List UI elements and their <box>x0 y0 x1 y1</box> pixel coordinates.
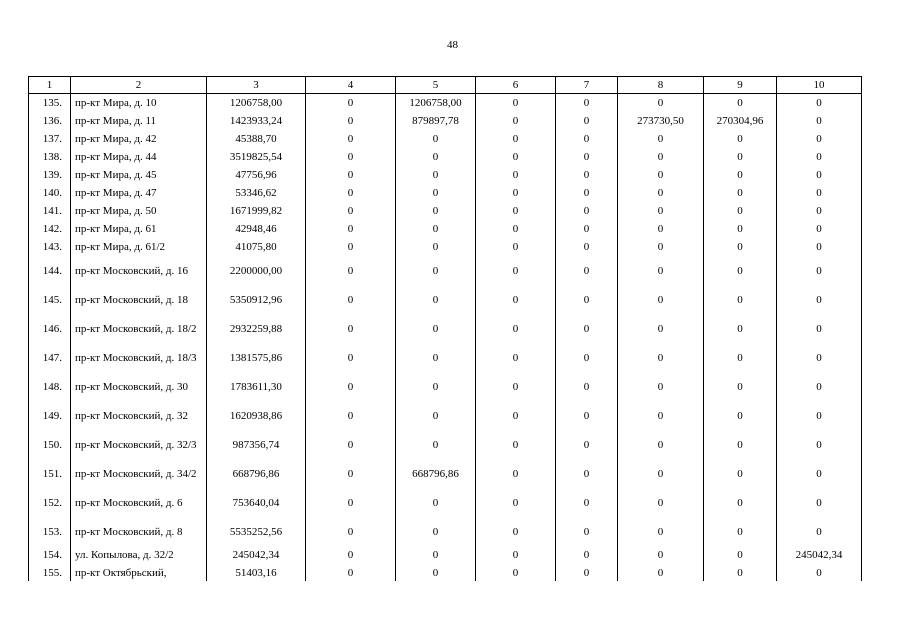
value-cell-col-6: 0 <box>476 517 556 546</box>
value-cell-col-7: 0 <box>556 401 618 430</box>
value-cell-col-4: 0 <box>306 546 396 564</box>
value-cell-col-7: 0 <box>556 256 618 285</box>
column-header-8: 8 <box>618 77 704 94</box>
value-cell-col-5: 0 <box>396 130 476 148</box>
column-header-2: 2 <box>71 77 207 94</box>
value-cell-col-7: 0 <box>556 546 618 564</box>
column-header-7: 7 <box>556 77 618 94</box>
value-cell-col-8: 0 <box>618 256 704 285</box>
value-cell-col-3: 245042,34 <box>207 546 306 564</box>
value-cell-col-9: 0 <box>704 343 777 372</box>
value-cell-col-3: 1620938,86 <box>207 401 306 430</box>
address-cell: пр-кт Мира, д. 11 <box>71 112 207 130</box>
row-number: 148. <box>29 372 71 401</box>
value-cell-col-10: 0 <box>777 401 862 430</box>
address-cell: пр-кт Московский, д. 34/2 <box>71 459 207 488</box>
table-row <box>29 564 862 581</box>
table-row <box>29 488 862 517</box>
value-cell-col-10: 0 <box>777 184 862 202</box>
value-cell-col-5: 0 <box>396 430 476 459</box>
table-row <box>29 202 862 220</box>
value-cell-col-6: 0 <box>476 238 556 256</box>
value-cell-col-5: 0 <box>396 564 476 581</box>
address-cell: пр-кт Московский, д. 32 <box>71 401 207 430</box>
value-cell-col-6: 0 <box>476 430 556 459</box>
value-cell-col-10: 0 <box>777 256 862 285</box>
value-cell-col-9: 0 <box>704 517 777 546</box>
value-cell-col-7: 0 <box>556 488 618 517</box>
value-cell-col-4: 0 <box>306 238 396 256</box>
value-cell-col-10: 0 <box>777 372 862 401</box>
value-cell-col-8: 0 <box>618 285 704 314</box>
value-cell-col-8: 0 <box>618 343 704 372</box>
row-number: 144. <box>29 256 71 285</box>
value-cell-col-3: 3519825,54 <box>207 148 306 166</box>
value-cell-col-5: 0 <box>396 314 476 343</box>
address-cell: пр-кт Мира, д. 47 <box>71 184 207 202</box>
value-cell-col-3: 5350912,96 <box>207 285 306 314</box>
row-number: 153. <box>29 517 71 546</box>
table-row <box>29 220 862 238</box>
row-number: 138. <box>29 148 71 166</box>
value-cell-col-5: 0 <box>396 488 476 517</box>
value-cell-col-8: 0 <box>618 459 704 488</box>
value-cell-col-10: 0 <box>777 488 862 517</box>
value-cell-col-7: 0 <box>556 184 618 202</box>
value-cell-col-7: 0 <box>556 148 618 166</box>
value-cell-col-8: 0 <box>618 517 704 546</box>
value-cell-col-9: 0 <box>704 459 777 488</box>
value-cell-col-10: 0 <box>777 314 862 343</box>
value-cell-col-7: 0 <box>556 130 618 148</box>
row-number: 151. <box>29 459 71 488</box>
column-header-10: 10 <box>777 77 862 94</box>
address-cell: пр-кт Мира, д. 10 <box>71 94 207 113</box>
address-cell: пр-кт Мира, д. 42 <box>71 130 207 148</box>
value-cell-col-9: 0 <box>704 488 777 517</box>
value-cell-col-7: 0 <box>556 285 618 314</box>
value-cell-col-3: 1381575,86 <box>207 343 306 372</box>
page-number: 48 <box>447 39 458 51</box>
address-cell: пр-кт Московский, д. 18/3 <box>71 343 207 372</box>
value-cell-col-5: 0 <box>396 202 476 220</box>
value-cell-col-8: 0 <box>618 148 704 166</box>
value-cell-col-10: 0 <box>777 459 862 488</box>
table-row <box>29 130 862 148</box>
value-cell-col-10: 245042,34 <box>777 546 862 564</box>
table-row <box>29 372 862 401</box>
value-cell-col-3: 987356,74 <box>207 430 306 459</box>
value-cell-col-6: 0 <box>476 546 556 564</box>
value-cell-col-5: 0 <box>396 343 476 372</box>
value-cell-col-7: 0 <box>556 343 618 372</box>
value-cell-col-10: 0 <box>777 285 862 314</box>
value-cell-col-8: 0 <box>618 314 704 343</box>
value-cell-col-10: 0 <box>777 430 862 459</box>
value-cell-col-4: 0 <box>306 488 396 517</box>
header-row <box>29 77 862 94</box>
value-cell-col-4: 0 <box>306 314 396 343</box>
value-cell-col-6: 0 <box>476 459 556 488</box>
column-header-3: 3 <box>207 77 306 94</box>
value-cell-col-4: 0 <box>306 459 396 488</box>
address-cell: пр-кт Московский, д. 32/3 <box>71 430 207 459</box>
value-cell-col-3: 1671999,82 <box>207 202 306 220</box>
value-cell-col-4: 0 <box>306 401 396 430</box>
value-cell-col-10: 0 <box>777 148 862 166</box>
value-cell-col-4: 0 <box>306 148 396 166</box>
address-cell: пр-кт Мира, д. 45 <box>71 166 207 184</box>
table-row <box>29 314 862 343</box>
address-cell: пр-кт Московский, д. 30 <box>71 372 207 401</box>
value-cell-col-5: 668796,86 <box>396 459 476 488</box>
value-cell-col-4: 0 <box>306 372 396 401</box>
value-cell-col-4: 0 <box>306 564 396 581</box>
value-cell-col-6: 0 <box>476 148 556 166</box>
value-cell-col-6: 0 <box>476 256 556 285</box>
table-row <box>29 285 862 314</box>
value-cell-col-8: 0 <box>618 488 704 517</box>
value-cell-col-9: 0 <box>704 546 777 564</box>
value-cell-col-8: 0 <box>618 564 704 581</box>
value-cell-col-4: 0 <box>306 285 396 314</box>
value-cell-col-9: 0 <box>704 430 777 459</box>
value-cell-col-6: 0 <box>476 112 556 130</box>
column-header-6: 6 <box>476 77 556 94</box>
table-row <box>29 94 862 113</box>
value-cell-col-9: 0 <box>704 166 777 184</box>
row-number: 140. <box>29 184 71 202</box>
table-row <box>29 343 862 372</box>
column-header-5: 5 <box>396 77 476 94</box>
value-cell-col-4: 0 <box>306 166 396 184</box>
row-number: 142. <box>29 220 71 238</box>
value-cell-col-6: 0 <box>476 94 556 113</box>
value-cell-col-9: 0 <box>704 372 777 401</box>
value-cell-col-8: 0 <box>618 202 704 220</box>
value-cell-col-8: 0 <box>618 184 704 202</box>
value-cell-col-8: 0 <box>618 94 704 113</box>
value-cell-col-4: 0 <box>306 256 396 285</box>
value-cell-col-3: 2932259,88 <box>207 314 306 343</box>
address-cell: пр-кт Московский, д. 18 <box>71 285 207 314</box>
value-cell-col-8: 0 <box>618 401 704 430</box>
table-row <box>29 459 862 488</box>
value-cell-col-4: 0 <box>306 220 396 238</box>
value-cell-col-10: 0 <box>777 220 862 238</box>
value-cell-col-7: 0 <box>556 314 618 343</box>
value-cell-col-7: 0 <box>556 372 618 401</box>
value-cell-col-8: 0 <box>618 430 704 459</box>
row-number: 139. <box>29 166 71 184</box>
value-cell-col-8: 0 <box>618 130 704 148</box>
value-cell-col-8: 0 <box>618 220 704 238</box>
row-number: 145. <box>29 285 71 314</box>
value-cell-col-10: 0 <box>777 130 862 148</box>
value-cell-col-4: 0 <box>306 112 396 130</box>
value-cell-col-6: 0 <box>476 401 556 430</box>
address-cell: пр-кт Мира, д. 61/2 <box>71 238 207 256</box>
table-row <box>29 430 862 459</box>
value-cell-col-10: 0 <box>777 166 862 184</box>
value-cell-col-3: 753640,04 <box>207 488 306 517</box>
value-cell-col-10: 0 <box>777 112 862 130</box>
value-cell-col-3: 47756,96 <box>207 166 306 184</box>
value-cell-col-7: 0 <box>556 459 618 488</box>
address-cell: ул. Копылова, д. 32/2 <box>71 546 207 564</box>
address-cell: пр-кт Московский, д. 8 <box>71 517 207 546</box>
value-cell-col-10: 0 <box>777 564 862 581</box>
value-cell-col-10: 0 <box>777 202 862 220</box>
value-cell-col-4: 0 <box>306 343 396 372</box>
value-cell-col-10: 0 <box>777 517 862 546</box>
value-cell-col-9: 0 <box>704 285 777 314</box>
value-cell-col-6: 0 <box>476 184 556 202</box>
value-cell-col-4: 0 <box>306 202 396 220</box>
value-cell-col-10: 0 <box>777 343 862 372</box>
value-cell-col-3: 668796,86 <box>207 459 306 488</box>
value-cell-col-6: 0 <box>476 564 556 581</box>
value-cell-col-9: 0 <box>704 130 777 148</box>
value-cell-col-3: 45388,70 <box>207 130 306 148</box>
value-cell-col-7: 0 <box>556 238 618 256</box>
table-row <box>29 546 862 564</box>
value-cell-col-3: 1206758,00 <box>207 94 306 113</box>
value-cell-col-5: 0 <box>396 401 476 430</box>
value-cell-col-9: 0 <box>704 401 777 430</box>
value-cell-col-7: 0 <box>556 166 618 184</box>
value-cell-col-6: 0 <box>476 372 556 401</box>
address-cell: пр-кт Московский, д. 16 <box>71 256 207 285</box>
value-cell-col-3: 1423933,24 <box>207 112 306 130</box>
address-cell: пр-кт Московский, д. 6 <box>71 488 207 517</box>
row-number: 141. <box>29 202 71 220</box>
value-cell-col-8: 0 <box>618 238 704 256</box>
table-row <box>29 256 862 285</box>
address-cell: пр-кт Октябрьский, <box>71 564 207 581</box>
value-cell-col-7: 0 <box>556 202 618 220</box>
table-row <box>29 517 862 546</box>
row-number: 149. <box>29 401 71 430</box>
value-cell-col-3: 51403,16 <box>207 564 306 581</box>
row-number: 146. <box>29 314 71 343</box>
row-number: 135. <box>29 94 71 113</box>
value-cell-col-9: 270304,96 <box>704 112 777 130</box>
value-cell-col-6: 0 <box>476 220 556 238</box>
row-number: 155. <box>29 564 71 581</box>
table-row <box>29 166 862 184</box>
row-number: 147. <box>29 343 71 372</box>
value-cell-col-6: 0 <box>476 202 556 220</box>
value-cell-col-4: 0 <box>306 130 396 148</box>
value-cell-col-5: 0 <box>396 238 476 256</box>
value-cell-col-3: 1783611,30 <box>207 372 306 401</box>
value-cell-col-6: 0 <box>476 488 556 517</box>
value-cell-col-5: 0 <box>396 285 476 314</box>
address-cell: пр-кт Мира, д. 61 <box>71 220 207 238</box>
value-cell-col-5: 0 <box>396 148 476 166</box>
table-body <box>29 94 862 582</box>
value-cell-col-4: 0 <box>306 94 396 113</box>
column-header-4: 4 <box>306 77 396 94</box>
row-number: 136. <box>29 112 71 130</box>
value-cell-col-5: 0 <box>396 517 476 546</box>
value-cell-col-9: 0 <box>704 148 777 166</box>
value-cell-col-7: 0 <box>556 220 618 238</box>
value-cell-col-9: 0 <box>704 564 777 581</box>
value-cell-col-8: 0 <box>618 372 704 401</box>
value-cell-col-3: 5535252,56 <box>207 517 306 546</box>
value-cell-col-7: 0 <box>556 564 618 581</box>
value-cell-col-7: 0 <box>556 430 618 459</box>
value-cell-col-4: 0 <box>306 517 396 546</box>
table-row <box>29 238 862 256</box>
value-cell-col-3: 41075,80 <box>207 238 306 256</box>
row-number: 154. <box>29 546 71 564</box>
table-row <box>29 401 862 430</box>
value-cell-col-9: 0 <box>704 202 777 220</box>
row-number: 143. <box>29 238 71 256</box>
value-cell-col-9: 0 <box>704 314 777 343</box>
column-header-1: 1 <box>29 77 71 94</box>
table-row <box>29 112 862 130</box>
value-cell-col-7: 0 <box>556 112 618 130</box>
address-cell: пр-кт Московский, д. 18/2 <box>71 314 207 343</box>
value-cell-col-10: 0 <box>777 238 862 256</box>
value-cell-col-8: 0 <box>618 166 704 184</box>
value-cell-col-7: 0 <box>556 94 618 113</box>
value-cell-col-5: 0 <box>396 166 476 184</box>
value-cell-col-5: 879897,78 <box>396 112 476 130</box>
table-row <box>29 184 862 202</box>
address-cell: пр-кт Мира, д. 50 <box>71 202 207 220</box>
value-cell-col-6: 0 <box>476 130 556 148</box>
value-cell-col-9: 0 <box>704 220 777 238</box>
table-row <box>29 148 862 166</box>
value-cell-col-8: 273730,50 <box>618 112 704 130</box>
value-cell-col-7: 0 <box>556 517 618 546</box>
value-cell-col-9: 0 <box>704 184 777 202</box>
row-number: 137. <box>29 130 71 148</box>
column-header-9: 9 <box>704 77 777 94</box>
value-cell-col-10: 0 <box>777 94 862 113</box>
data-table <box>28 76 862 581</box>
value-cell-col-5: 0 <box>396 256 476 285</box>
value-cell-col-6: 0 <box>476 314 556 343</box>
row-number: 152. <box>29 488 71 517</box>
value-cell-col-5: 0 <box>396 546 476 564</box>
value-cell-col-6: 0 <box>476 166 556 184</box>
value-cell-col-3: 2200000,00 <box>207 256 306 285</box>
value-cell-col-9: 0 <box>704 238 777 256</box>
value-cell-col-5: 0 <box>396 372 476 401</box>
value-cell-col-4: 0 <box>306 430 396 459</box>
row-number: 150. <box>29 430 71 459</box>
value-cell-col-4: 0 <box>306 184 396 202</box>
value-cell-col-5: 1206758,00 <box>396 94 476 113</box>
value-cell-col-6: 0 <box>476 343 556 372</box>
value-cell-col-3: 53346,62 <box>207 184 306 202</box>
value-cell-col-3: 42948,46 <box>207 220 306 238</box>
value-cell-col-9: 0 <box>704 256 777 285</box>
value-cell-col-9: 0 <box>704 94 777 113</box>
address-cell: пр-кт Мира, д. 44 <box>71 148 207 166</box>
value-cell-col-8: 0 <box>618 546 704 564</box>
value-cell-col-5: 0 <box>396 220 476 238</box>
value-cell-col-5: 0 <box>396 184 476 202</box>
value-cell-col-6: 0 <box>476 285 556 314</box>
